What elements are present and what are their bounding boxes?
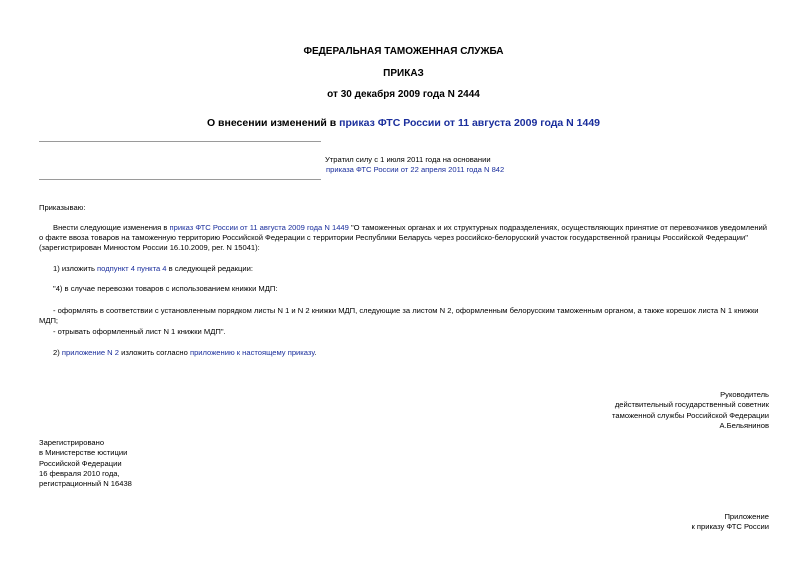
title-amended-order-link[interactable]: приказ ФТС России от 11 августа 2009 года N 1449 xyxy=(339,117,601,129)
p1-text-b: "О таможенных органах и их структурных подразделениях, осуществляющих принятие от перевозчиков уведомлений о факте ввоза товаров на таможенную территорию Российской Федерации с территории Республики Беларусь через российско-белорусский участок государственной границы Российской Федерации" (зарегистрирован Минюстом России 16.10.2009, рег. N 15041): xyxy=(39,223,768,253)
status-note-text: Утратил силу с 1 июля 2011 года на основании xyxy=(325,155,491,164)
paragraph-changes xyxy=(39,223,772,254)
registration-line-3: Российской Федерации xyxy=(39,458,122,468)
document-type-heading: ПРИКАЗ xyxy=(383,68,424,79)
agency-heading: ФЕДЕРАЛЬНАЯ ТАМОЖЕННАЯ СЛУЖБА xyxy=(303,46,504,57)
item-1 xyxy=(39,264,772,274)
document-date-number: от 30 декабря 2009 года N 2444 xyxy=(327,89,480,100)
status-note xyxy=(325,155,504,175)
signature-rank: действительный государственный советник xyxy=(614,400,769,410)
divider-bottom xyxy=(39,179,321,180)
registration-line-2: в Министерстве юстиции xyxy=(39,448,128,458)
item1-subparagraph-link[interactable]: подпункт 4 пункта 4 xyxy=(97,264,167,273)
title-prefix: О внесении изменений в xyxy=(206,117,340,129)
registration-block xyxy=(39,438,132,489)
item-2 xyxy=(39,348,772,358)
quote-line-3: - отрывать оформленный лист N 1 книжки МДП". xyxy=(53,327,226,336)
p1-order-link[interactable]: приказ ФТС России от 11 августа 2009 года N 1449 xyxy=(169,223,349,232)
signature-block xyxy=(612,390,769,431)
appendix-title: Приложение xyxy=(724,512,769,521)
divider-top xyxy=(39,141,321,142)
item1-text-a: 1) изложить xyxy=(53,264,98,273)
registration-line-5: регистрационный N 16438 xyxy=(39,479,132,489)
quote-line-2: - оформлять в соответствии с установленным порядком листы N 1 и N 2 книжки МДП, следующие за листом N 2, оформленным белорусским таможенным органом, а также корешок листа N 1 книжки МДП; xyxy=(39,306,759,326)
registration-line-1: Зарегистрировано xyxy=(39,438,105,447)
signature-title: Руководитель xyxy=(720,390,769,399)
item2-appendix-link[interactable]: приложение N 2 xyxy=(61,348,119,357)
quote-line-1: "4) в случае перевозки товаров с использованием книжки МДП: xyxy=(53,284,278,293)
appendix-block xyxy=(691,512,769,533)
item1-text-b: в следующей редакции: xyxy=(166,264,253,273)
order-word: Приказываю: xyxy=(39,203,86,212)
item2-text-a: 2) xyxy=(53,348,62,357)
appendix-reference: к приказу ФТС России xyxy=(691,522,769,532)
p1-text-a: Внести следующие изменения в xyxy=(53,223,170,232)
status-note-repeal-link[interactable]: приказа ФТС России от 22 апреля 2011 года N 842 xyxy=(326,165,505,175)
signature-service: таможенной службы Российской Федерации xyxy=(611,410,769,420)
item2-text-b: изложить согласно xyxy=(119,348,190,357)
item2-annex-link[interactable]: приложению к настоящему приказу xyxy=(189,348,315,357)
signature-name: А.Бельянинов xyxy=(719,420,769,430)
item2-text-c: . xyxy=(314,348,317,357)
document-title xyxy=(0,117,807,129)
registration-line-4: 16 февраля 2010 года, xyxy=(39,468,120,478)
